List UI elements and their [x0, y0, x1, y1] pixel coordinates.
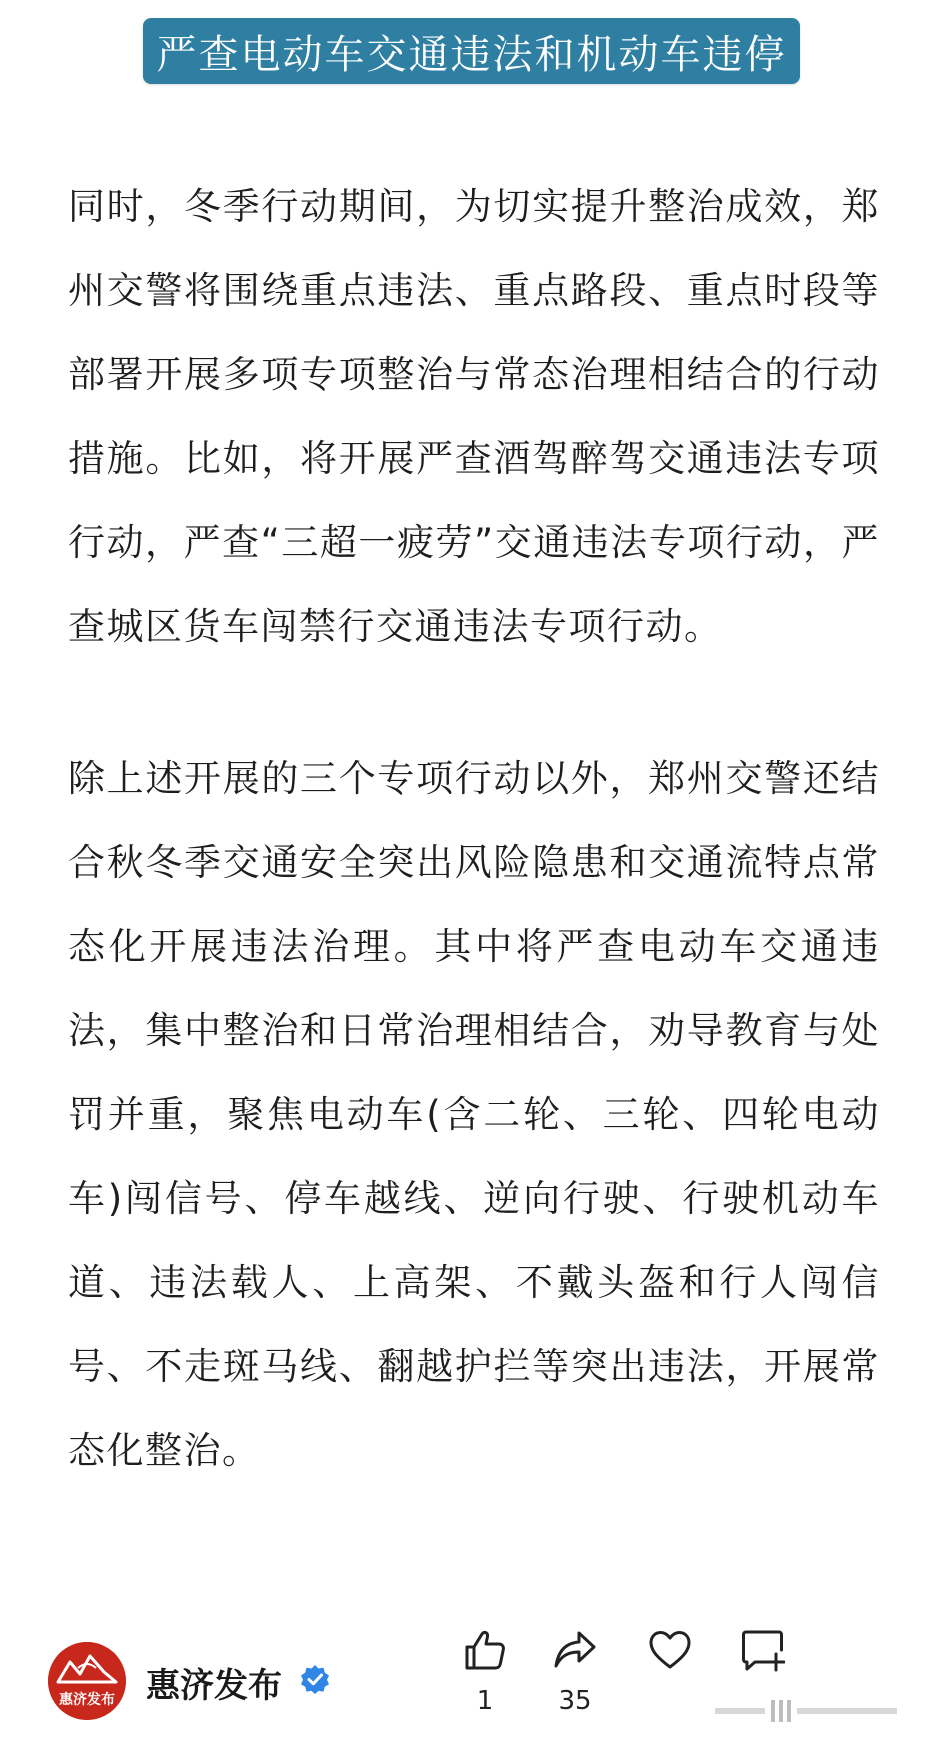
share-arrow-icon: [553, 1628, 597, 1672]
comment-plus-icon: [741, 1628, 785, 1672]
title-banner: [143, 18, 800, 84]
share-button[interactable]: [535, 1628, 615, 1716]
article-paragraph: 同时，冬季行动期间，为切实提升整治成效，郑州交警将围绕重点违法、重点路段、重点时段等部署开展多项专项整治与常态治理相结合的行动措施。比如，将开展严查酒驾醉驾交通违法专项行动，严查“三超一疲劳”交通违法专项行动，严查城区货车闯禁行交通违法专项行动。: [68, 185, 880, 648]
article-paragraph: 除上述开展的三个专项行动以外，郑州交警还结合秋冬季交通安全突出风险隐患和交通流特点常态化开展违法治理。其中将严查电动车交通违法，集中整治和日常治理相结合，劝导教育与处罚并重，聚焦电动车(含二轮、三轮、四轮电动车)闯信号、停车越线、逆向行驶、行驶机动车道、违法载人、上高架、不戴头盔和行人闯信号、不走斑马线、翻越护拦等突出违法，开展常态化整治。: [68, 757, 880, 1472]
favorite-button[interactable]: [630, 1628, 710, 1716]
share-count: 35: [558, 1686, 592, 1716]
like-count: 1: [476, 1686, 494, 1716]
favorite-count: [630, 1686, 710, 1716]
page-title: 严查电动车交通违法和机动车违停: [156, 31, 787, 78]
verified-check-icon: [300, 1664, 330, 1694]
avatar-label: 惠济发布: [59, 1692, 115, 1708]
avatar[interactable]: [48, 1642, 126, 1720]
more-options-icon[interactable]: [715, 1696, 915, 1726]
account-name[interactable]: 惠济发布: [146, 1666, 282, 1706]
thumbs-up-icon: [463, 1628, 507, 1672]
post-footer: [0, 1620, 946, 1750]
like-button[interactable]: [445, 1628, 525, 1716]
heart-icon: [648, 1628, 692, 1672]
article-body: [68, 165, 880, 1493]
